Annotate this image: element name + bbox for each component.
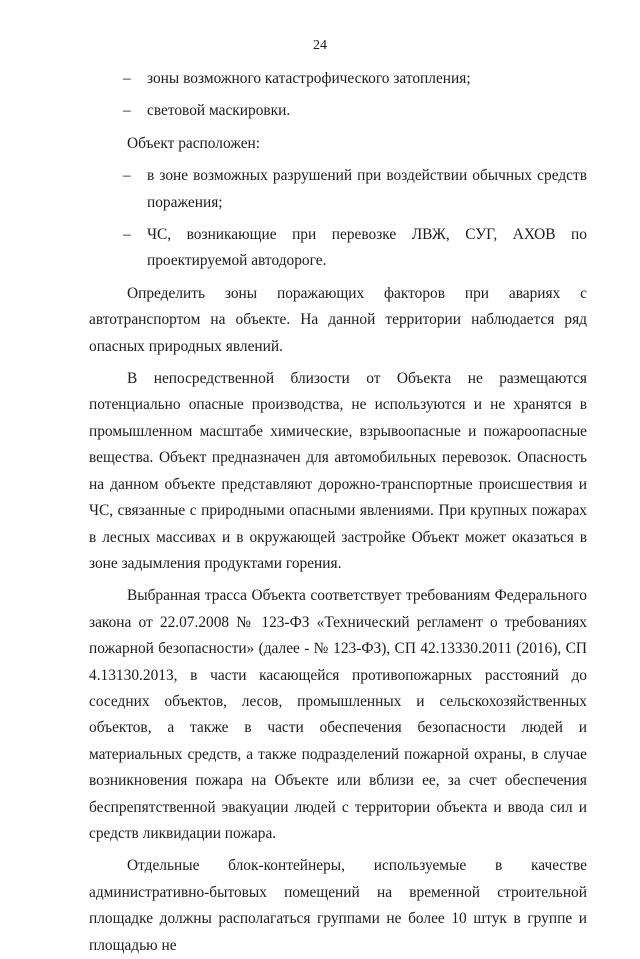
list-dash: –	[123, 102, 131, 120]
paragraph-surroundings: В непосредственной близости от Объекта не размещаются потенциально опасные производства, не используются и не хранятся в промышленном масштабе химические, взрывоопасные и пожароопасные вещества. Объект предназначен для автомобильных перевозок. Опасность на данном объекте представляют дорожно-транспортные происшествия и ЧС, связанные с природными опасными явлениями. При крупных пожарах в лесных массивах и в окружающей застройке Объект может оказаться в зоне задымления продуктами горения.	[89, 370, 587, 572]
list-item-text: ЧС, возникающие при перевозке ЛВЖ, СУГ, АХОВ по проектируемой автодороге.	[147, 226, 587, 270]
list-dash: –	[123, 70, 131, 87]
list-item-text: световой маскировки.	[147, 102, 291, 120]
list-dash: –	[123, 167, 131, 185]
list-item	[89, 222, 587, 275]
paragraph-fire-regulations: Выбранная трасса Объекта соответствует требованиям Федерального закона от 22.07.2008 № 123-ФЗ «Технический регламент о требованиях пожарной безопасности» (далее - № 123-ФЗ), СП 42.13330.2011 (2016), СП 4.13130.2013, в части касающейся противопожарных расстояний до соседних объектов, лесов, промышленных и сельскохозяйственных объектов, а также в части обеспечения безопасности людей и материальных средств, а также подразделений пожарной охраны, в случае возникновения пожара на Объекте или вблизи ее, за счет обеспечения беспрепятственной эвакуации людей с территории объекта и ввода сил и средств ликвидации пожара.	[89, 587, 587, 842]
document-body	[89, 66, 587, 959]
paragraph-hazard-zones: Определить зоны поражающих факторов при авариях с автотранспортом на объекте. На данной территории наблюдается ряд опасных природных явлений.	[89, 284, 587, 355]
list-item	[89, 98, 587, 124]
located-heading: Объект расположен:	[127, 134, 261, 152]
paragraph-block-containers: Отдельные блок-контейнеры, используемые в качестве административно-бытовых помещений на временной строительной площадке должны располагаться группами не более 10 штук в группе и площадью не	[89, 857, 587, 954]
list-item-text: зоны возможного катастрофического затопления;	[147, 70, 471, 87]
list-dash: –	[123, 226, 131, 244]
list-item	[89, 163, 587, 216]
list-item-text: в зоне возможных разрушений при воздействии обычных средств поражения;	[147, 167, 587, 211]
page-number: 24	[313, 38, 327, 53]
list-item	[89, 66, 587, 92]
